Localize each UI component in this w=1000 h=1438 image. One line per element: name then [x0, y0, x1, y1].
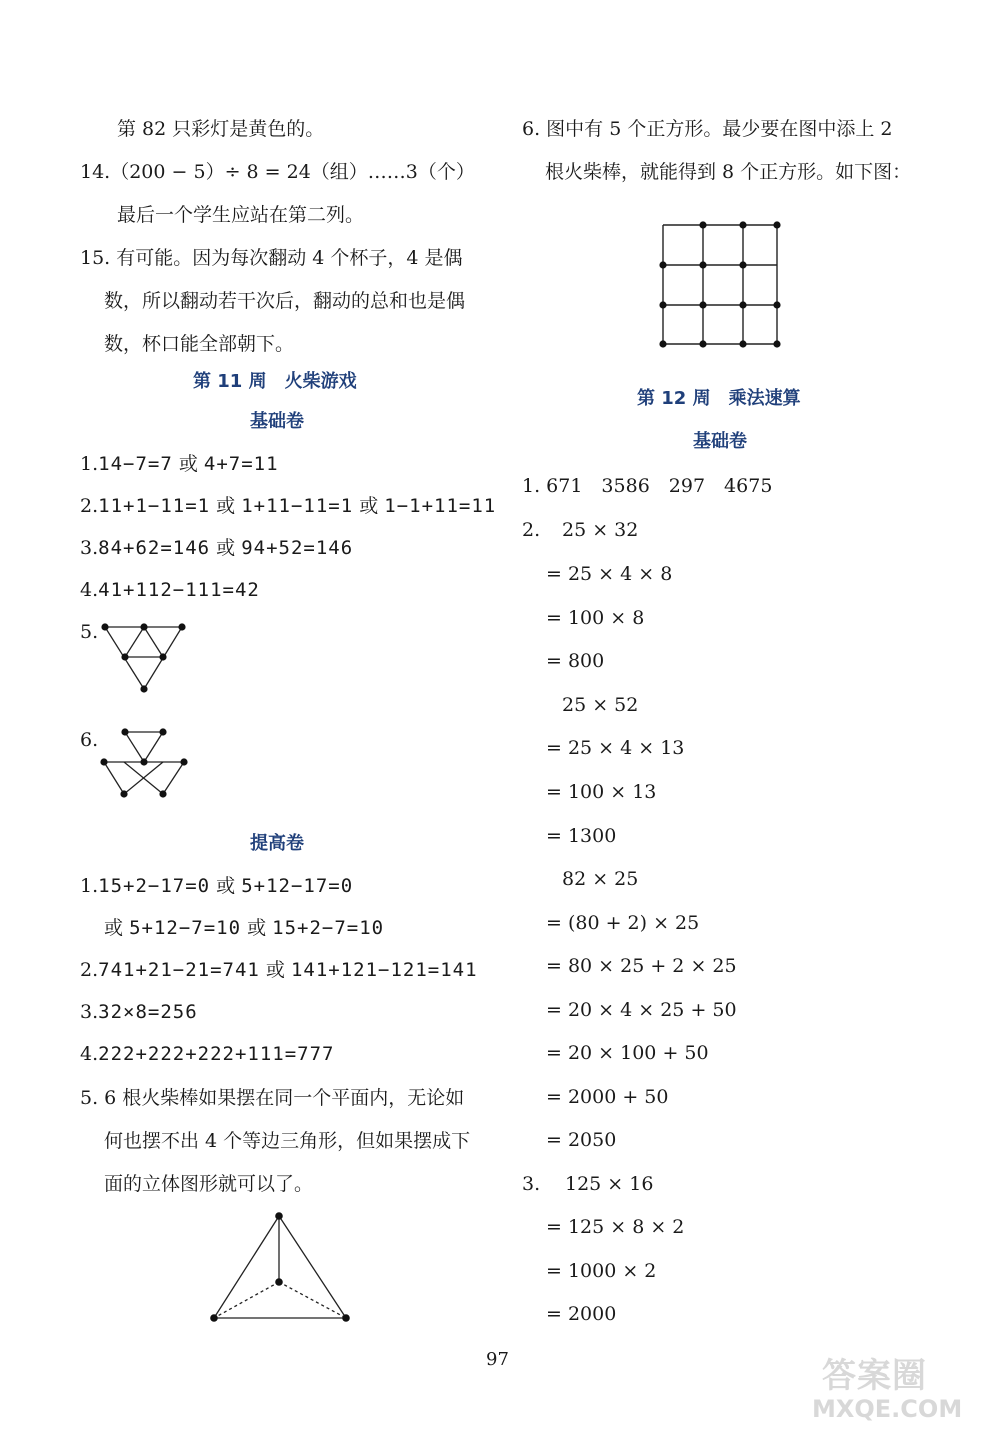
text-line: 14.（200 − 5）÷ 8 = 24（组）……3（个） [80, 161, 475, 183]
calc-line: 125 × 16 [565, 1173, 654, 1195]
calc-line: 82 × 25 [562, 868, 639, 890]
matchstick-squares-diagram [660, 222, 790, 352]
text-line: 何也摆不出 4 个等边三角形，但如果摆成下 [104, 1130, 471, 1152]
text-line: 6. 图中有 5 个正方形。最少要在图中添上 2 [522, 118, 893, 140]
answer-3: 3.84+62=146 或 94+52=146 [80, 537, 354, 559]
answer-1: 1.14−7=7 或 4+7=11 [80, 453, 279, 475]
watermark-logo: 答案圈 [822, 1356, 927, 1396]
answer-3-number: 3. [522, 1173, 541, 1195]
calc-line: 25 × 32 [562, 519, 639, 541]
calc-line: = 25 × 4 × 8 [546, 563, 673, 585]
watermark-url: MXQE.COM [812, 1395, 963, 1423]
answer-6-number: 6. [80, 729, 99, 751]
advanced-answer-4: 4.222+222+222+111=777 [80, 1043, 335, 1065]
calc-line: = (80 + 2) × 25 [546, 912, 700, 934]
section-heading-week11: 第 11 周 火柴游戏 [193, 371, 357, 392]
triangle-diagram-5 [100, 615, 190, 695]
subheading-basic-right: 基础卷 [693, 431, 747, 452]
calc-line: = 800 [546, 650, 605, 672]
calc-line: 25 × 52 [562, 694, 639, 716]
text-line: 5. 6 根火柴棒如果摆在同一个平面内，无论如 [80, 1087, 465, 1109]
page-number: 97 [486, 1349, 509, 1370]
calc-line: = 25 × 4 × 13 [546, 737, 685, 759]
subheading-basic: 基础卷 [250, 411, 304, 432]
advanced-answer-1: 1.15+2−17=0 或 5+12−17=0 [80, 875, 354, 897]
calc-line: = 100 × 8 [546, 607, 645, 629]
calc-line: = 100 × 13 [546, 781, 657, 803]
text-line: 最后一个学生应站在第二列。 [117, 204, 365, 226]
calc-line: = 1000 × 2 [546, 1260, 657, 1282]
text-line: 根火柴棒，就能得到 8 个正方形。如下图： [545, 161, 912, 183]
section-heading-week12: 第 12 周 乘法速算 [637, 388, 801, 409]
calc-line: = 2000 [546, 1303, 617, 1325]
calc-line: = 20 × 100 + 50 [546, 1042, 709, 1064]
calc-line: = 80 × 25 + 2 × 25 [546, 955, 737, 977]
answer-4: 4.41+112−111=42 [80, 579, 260, 601]
answer-5-number: 5. [80, 621, 99, 643]
answer-1-right: 1. 671 3586 297 4675 [522, 475, 773, 497]
text-line: 第 82 只彩灯是黄色的。 [117, 118, 325, 140]
subheading-advanced: 提高卷 [250, 833, 304, 854]
text-line: 数，杯口能全部朝下。 [104, 333, 295, 355]
text-line: 15. 有可能。因为每次翻动 4 个杯子，4 是偶 [80, 247, 463, 269]
text-line: 数，所以翻动若干次后，翻动的总和也是偶 [104, 290, 466, 312]
calc-line: = 20 × 4 × 25 + 50 [546, 999, 737, 1021]
calc-line: = 2000 + 50 [546, 1086, 669, 1108]
tetrahedron-diagram [205, 1205, 355, 1330]
advanced-answer-2: 2.741+21−21=741 或 141+121−121=141 [80, 959, 478, 981]
answer-2: 2.11+1−11=1 或 1+11−11=1 或 1−1+11=11 [80, 495, 497, 517]
text-line: 面的立体图形就可以了。 [104, 1173, 314, 1195]
calc-line: = 125 × 8 × 2 [546, 1216, 685, 1238]
answer-2-number: 2. [522, 519, 541, 541]
triangle-diagram-6 [100, 722, 190, 802]
calc-line: = 2050 [546, 1129, 617, 1151]
advanced-answer-1-cont: 或 5+12−7=10 或 15+2−7=10 [104, 917, 385, 939]
calc-line: = 1300 [546, 825, 617, 847]
advanced-answer-3: 3.32×8=256 [80, 1001, 198, 1023]
